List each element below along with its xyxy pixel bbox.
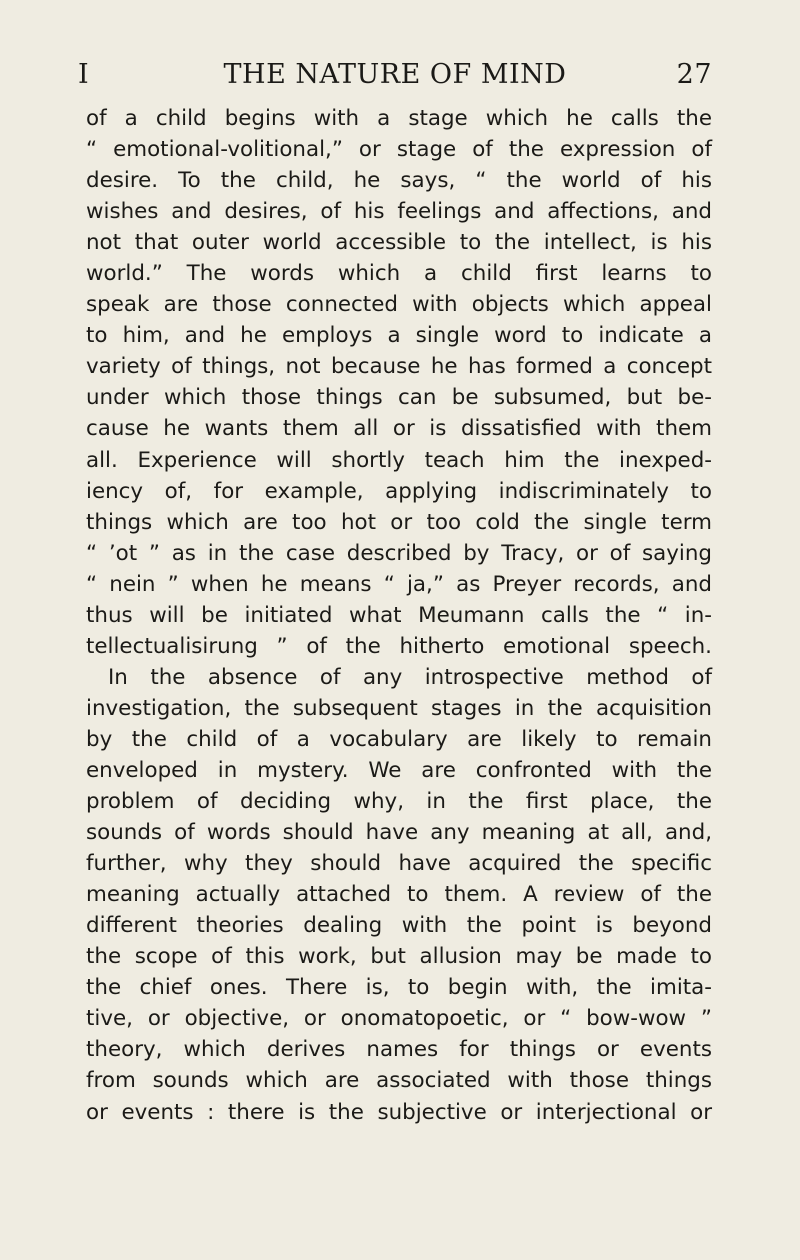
text-line: thus will be initiated what Meumann calls the “ in- bbox=[86, 602, 712, 628]
text-line: “ emotional-volitional,” or stage of the expression of bbox=[86, 137, 712, 163]
text-line: investigation, the subsequent stages in the acquisition bbox=[86, 695, 712, 721]
text-line: tellectualisirung ” of the hitherto emotional speech. bbox=[86, 633, 712, 659]
text-line: wishes and desires, of his feelings and affections, and bbox=[86, 199, 712, 225]
text-line: sounds of words should have any meaning at all, and, bbox=[86, 820, 712, 846]
paragraph-start-line: In the absence of any introspective method of bbox=[108, 664, 712, 690]
text-line: speak are those connected with objects which appeal bbox=[86, 292, 712, 318]
text-line: all. Experience will shortly teach him the inexped- bbox=[86, 447, 712, 473]
text-line: world.” The words which a child first learns to bbox=[86, 261, 712, 287]
running-header bbox=[78, 53, 712, 97]
text-line: iency of, for example, applying indiscriminately to bbox=[86, 478, 712, 504]
text-line: variety of things, not because he has formed a concept bbox=[86, 354, 712, 380]
section-number: I bbox=[78, 59, 90, 90]
text-line: not that outer world accessible to the intellect, is his bbox=[86, 230, 712, 256]
text-line: “ nein ” when he means “ ja,” as Preyer records, and bbox=[86, 571, 712, 597]
text-line: tive, or objective, or onomatopoetic, or “ bow-wow ” bbox=[86, 1006, 712, 1032]
body-text bbox=[86, 103, 712, 1128]
text-line: the scope of this work, but allusion may be made to bbox=[86, 944, 712, 970]
text-line: theory, which derives names for things or events bbox=[86, 1037, 712, 1063]
text-line: to him, and he employs a single word to indicate a bbox=[86, 323, 712, 349]
text-line: enveloped in mystery. We are confronted with the bbox=[86, 757, 712, 783]
text-line: desire. To the child, he says, “ the world of his bbox=[86, 168, 712, 194]
text-line: of a child begins with a stage which he calls the bbox=[86, 106, 712, 131]
text-line: or events : there is the subjective or interjectional or bbox=[86, 1099, 712, 1125]
text-line: from sounds which are associated with those things bbox=[86, 1068, 712, 1094]
running-title: THE NATURE OF MIND bbox=[223, 59, 567, 90]
text-line: things which are too hot or too cold the single term bbox=[86, 509, 712, 535]
text-line: by the child of a vocabulary are likely to remain bbox=[86, 726, 712, 752]
text-line: “ ’ot ” as in the case described by Tracy, or of saying bbox=[86, 540, 712, 566]
page-number: 27 bbox=[676, 59, 712, 90]
text-line: under which those things can be subsumed, but be- bbox=[86, 385, 712, 411]
text-line: problem of deciding why, in the first place, the bbox=[86, 789, 712, 815]
text-line: meaning actually attached to them. A review of the bbox=[86, 882, 712, 908]
text-line: further, why they should have acquired the specific bbox=[86, 851, 712, 877]
text-line: different theories dealing with the point is beyond bbox=[86, 913, 712, 939]
text-line: cause he wants them all or is dissatisfied with them bbox=[86, 416, 712, 442]
text-line: the chief ones. There is, to begin with, the imita- bbox=[86, 975, 712, 1001]
